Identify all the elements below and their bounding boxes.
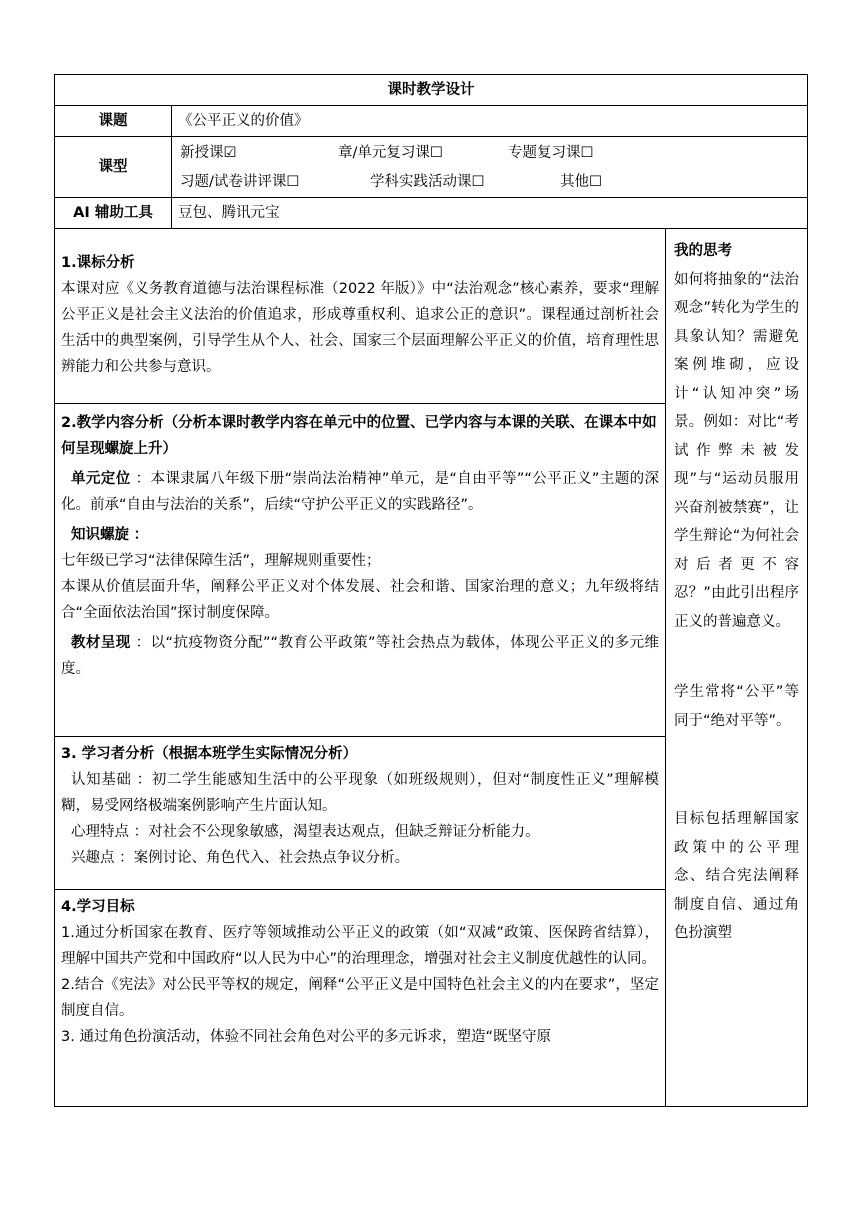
form-title: 课时教学设计 [55,75,808,106]
ai-tools-value: 豆包、腾讯元宝 [172,198,808,229]
cognition-text: ：初二学生能感知生活中的公平现象（如班级规则），但对“制度性正义”理解模糊，易受网络极端案例影响产生片面认知。 [61,772,660,814]
option-topic-review[interactable]: 专题复习课☐ [508,145,594,161]
section-content-analysis [55,404,666,737]
unit-position-label: 单元定位 [71,471,131,487]
section-1-heading: 1.课标分析 [61,255,135,271]
my-thoughts-note-2: 学生常将“公平”等同于“绝对平等”。 [674,684,800,729]
psychology-label: 心理特点 [71,824,129,840]
knowledge-spiral-colon: ： [133,527,149,543]
cognition-label: 认知基础 [71,772,132,788]
section-learning-goals [55,890,666,1107]
section-curriculum [55,229,666,404]
option-practice-activity[interactable]: 学科实践活动课☐ [370,174,485,190]
spiral-line-2: 本课从价值层面升华，阐释公平正义对个体发展、社会和谐、国家治理的意义；九年级将结合“全面依法治国”探讨制度保障。 [61,579,659,621]
section-learner-analysis [55,737,666,890]
psychology-text: ：对社会不公现象敏感，渴望表达观点，但缺乏辩证分析能力。 [133,824,540,840]
material-text: ：以“抗疫物资分配”“教育公平政策”等社会热点为载体，体现公平正义的多元维度。 [61,635,660,677]
my-thoughts-note-3: 目标包括理解国家政策中的公平理念、结合宪法阐释制度自信、通过角色扮演塑 [674,811,800,941]
section-3-heading: 3. 学习者分析（根据本班学生实际情况分析） [61,746,358,762]
interest-text: ：案例讨论、角色代入、社会热点争议分析。 [119,850,410,866]
goal-3: 3. 通过角色扮演活动，体验不同社会角色对公平的多元诉求，塑造“既坚守原 [61,1029,551,1045]
option-exercise-review[interactable]: 习题/试卷讲评课☐ [180,174,300,190]
section-4-heading: 4.学习目标 [61,899,135,915]
course-type-options [172,137,808,198]
my-thoughts-note-1: 如何将抽象的“法治观念”转化为学生的具象认知？需避免案例堆砌，应设计“认知冲突”场景。例如：对比“考试作弊未被发现”与“运动员服用兴奋剂被禁赛”，让学生辩论“为何社会对后者更不容忍？”由此引出程序正义的普遍意义。 [674,271,800,630]
topic-value: 《公平正义的价值》 [172,106,808,137]
my-thoughts-heading: 我的思考 [674,243,732,259]
ai-tools-label: AI 辅助工具 [55,198,172,229]
course-type-label: 课型 [55,137,172,198]
my-thoughts-column [666,229,808,1107]
unit-position-text: ：本课隶属八年级下册“崇尚法治精神”单元，是“自由平等”“公平正义”主题的深化。前承“自由与法治的关系”，后续“守护公平正义的实践路径”。 [61,471,660,513]
lesson-design-table [54,74,808,1107]
knowledge-spiral-label: 知识螺旋 [71,527,129,543]
section-1-text: 本课对应《义务教育道德与法治课程标准（2022 年版）》中“法治观念”核心素养，要求“理解公平正义是社会主义法治的价值追求，形成尊重权利、追求公正的意识”。课程通过剖析社会生活中的典型案例，引导学生从个人、社会、国家三个层面理解公平正义的价值，培育理性思辨能力和公共参与意识。 [61,281,659,375]
spiral-line-1: 七年级已学习“法律保障生活”，理解规则重要性； [61,553,381,569]
option-other[interactable]: 其他☐ [560,174,602,190]
material-label: 教材呈现 [71,635,131,651]
interest-label: 兴趣点 [71,850,115,866]
topic-label: 课题 [55,106,172,137]
goal-1: 1.通过分析国家在教育、医疗等领域推动公平正义的政策（如“双减”政策、医保跨省结算），理解中国共产党和中国政府“以人民为中心”的治理理念，增强对社会主义制度优越性的认同。 [61,925,659,967]
lesson-design-form [54,74,807,1107]
option-unit-review[interactable]: 章/单元复习课☐ [338,145,443,161]
section-2-heading: 2.教学内容分析（分析本课时教学内容在单元中的位置、已学内容与本课的关联、在课本中如何呈现螺旋上升） [61,415,657,457]
option-new-lesson[interactable]: 新授课☑ [180,145,237,161]
goal-2: 2.结合《宪法》对公民平等权的规定，阐释“公平正义是中国特色社会主义的内在要求”，坚定制度自信。 [61,977,659,1019]
